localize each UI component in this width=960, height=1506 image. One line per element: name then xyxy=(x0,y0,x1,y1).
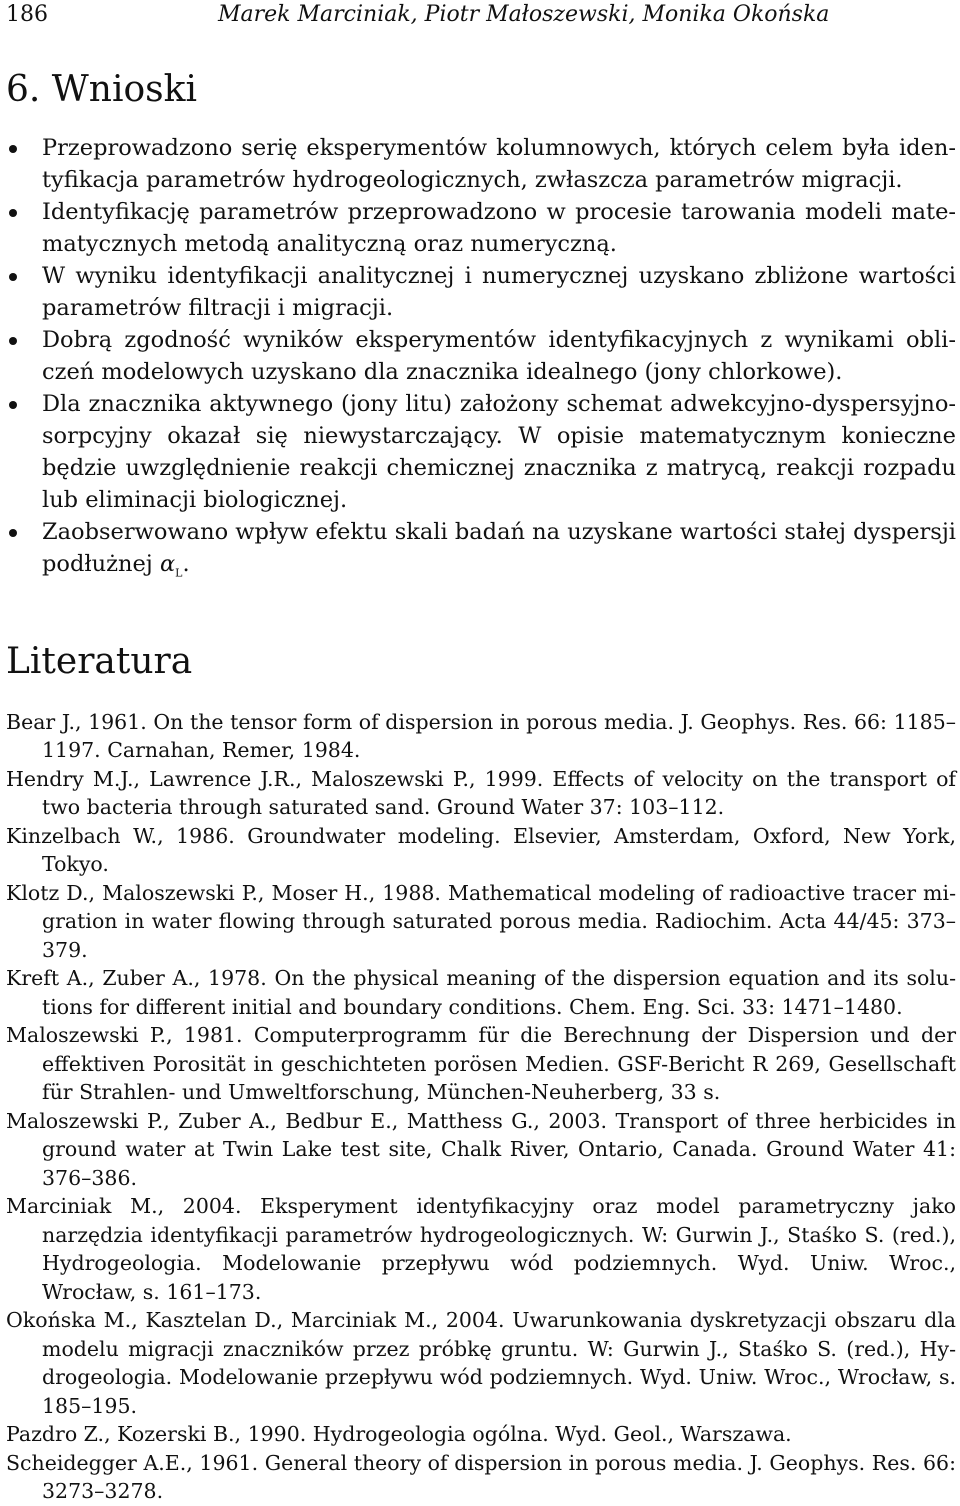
reference-entry: Klotz D., Maloszewski P., Moser H., 1988. Mathematical modeling of radioactive tracer migration in water flowing through saturated porous media. Radiochim. Acta 44/45: 373–379. xyxy=(6,880,956,962)
reference-list xyxy=(6,708,956,1506)
conclusion-item xyxy=(6,324,956,388)
conclusion-text: Identyfikację parametrów przeprowadzono w procesie tarowania modeli matematycznych metodą analityczną oraz numeryczną. xyxy=(42,199,956,257)
conclusion-item xyxy=(6,260,956,324)
conclusion-item xyxy=(6,516,956,590)
page-number: 186 xyxy=(6,2,48,27)
running-header xyxy=(6,0,956,30)
bullet-icon xyxy=(9,145,17,153)
reference-entry: Okońska M., Kasztelan D., Marciniak M., 2004. Uwarunkowania dyskretyzacji obszaru dla modelu migracji znaczników przez próbkę gruntu. W: Gurwin J., Staśko S. (red.), Hydrogeologia. Modelowanie przepływu wód podziemnych. Wyd. Uniw. Wroc., Wrocław, s. 185–195. xyxy=(6,1308,956,1418)
conclusion-text: Dla znacznika aktywnego (jony litu) założony schemat adwekcyjno-dyspersyjno-sorpcyjny okazał się niewystarczający. W opisie matematycznym konieczne będzie uwzględnienie reakcji chemicznej znacznika z matrycą, reakcji rozpadu lub eliminacji biologicznej. xyxy=(42,391,956,513)
section-heading-literature: Literatura xyxy=(6,640,193,682)
conclusion-text: W wyniku identyfikacji analitycznej i numerycznej uzyskano zbliżone wartości parametrów filtracji i migracji. xyxy=(42,263,956,321)
conclusion-text: Przeprowadzono serię eksperymentów kolumnowych, których celem była identyfikacja parametrów hydrogeologicznych, zwłaszcza parametrów migracji. xyxy=(42,135,956,193)
conclusion-text: Zaobserwowano wpływ efektu skali badań na uzyskane wartości stałej dyspersji podłużnej xyxy=(42,519,956,577)
running-header-authors: Marek Marciniak, Piotr Małoszewski, Monika Okońska xyxy=(218,2,830,27)
conclusion-item xyxy=(6,388,956,516)
bullet-icon xyxy=(9,337,17,345)
reference-entry: Marciniak M., 2004. Eksperyment identyfikacyjny oraz model parametryczny jako narzędzia identyfikacji parametrów hydrogeologicznych. W: Gurwin J., Staśko S. (red.), Hydrogeologia. Modelowanie przepływu wód podziemnych. Wyd. Uniw. Wroc., Wrocław, s. 161–173. xyxy=(6,1194,956,1304)
sentence-end: . xyxy=(182,551,190,577)
conclusions-list xyxy=(6,132,956,590)
conclusion-item xyxy=(6,132,956,196)
section-heading-conclusions: 6. Wnioski xyxy=(6,69,197,110)
reference-entry: Bear J., 1961. On the tensor form of dispersion in porous media. J. Geophys. Res. 66: 1185–1197. Carnahan, Remer, 1984. xyxy=(6,709,956,762)
reference-entry: Maloszewski P., Zuber A., Bedbur E., Matthess G., 2003. Transport of three herbicides in ground water at Twin Lake test site, Chalk River, Ontario, Canada. Ground Water 41: 376–386. xyxy=(6,1108,956,1190)
reference-entry: Kinzelbach W., 1986. Groundwater modeling. Elsevier, Amsterdam, Oxford, New York, Tokyo. xyxy=(6,823,956,876)
bullet-icon xyxy=(9,401,17,409)
reference-entry: Scheidegger A.E., 1961. General theory of dispersion in porous media. J. Geophys. Res. 66: 3273–3278. xyxy=(6,1450,956,1503)
reference-entry: Pazdro Z., Kozerski B., 1990. Hydrogeologia ogólna. Wyd. Geol., Warszawa. xyxy=(6,1422,792,1446)
bullet-icon xyxy=(9,273,17,281)
conclusion-text: Dobrą zgodność wyników eksperymentów identyfikacyjnych z wynikami obliczeń modelowych uzyskano dla znacznika idealnego (jony chlorkowe). xyxy=(42,327,956,385)
reference-entry: Maloszewski P., 1981. Computerprogramm für die Berechnung der Dispersion und der effektiven Porosität in geschichteten porösen Medien. GSF-Bericht R 269, Gesellschaft für Strahlen- und Umweltforschung, München-Neuherberg, 33 s. xyxy=(6,1023,956,1104)
reference-entry: Kreft A., Zuber A., 1978. On the physical meaning of the dispersion equation and its solutions for different initial and boundary conditions. Chem. Eng. Sci. 33: 1471–1480. xyxy=(6,966,956,1019)
bullet-icon xyxy=(9,529,17,537)
conclusion-item xyxy=(6,196,956,260)
reference-entry: Hendry M.J., Lawrence J.R., Maloszewski P., 1999. Effects of velocity on the transport of two bacteria through saturated sand. Ground Water 37: 103–112. xyxy=(6,766,956,819)
bullet-icon xyxy=(9,209,17,217)
symbol-subscript: L xyxy=(175,566,183,580)
symbol-letter: α xyxy=(159,551,176,577)
alpha-symbol xyxy=(159,551,183,580)
